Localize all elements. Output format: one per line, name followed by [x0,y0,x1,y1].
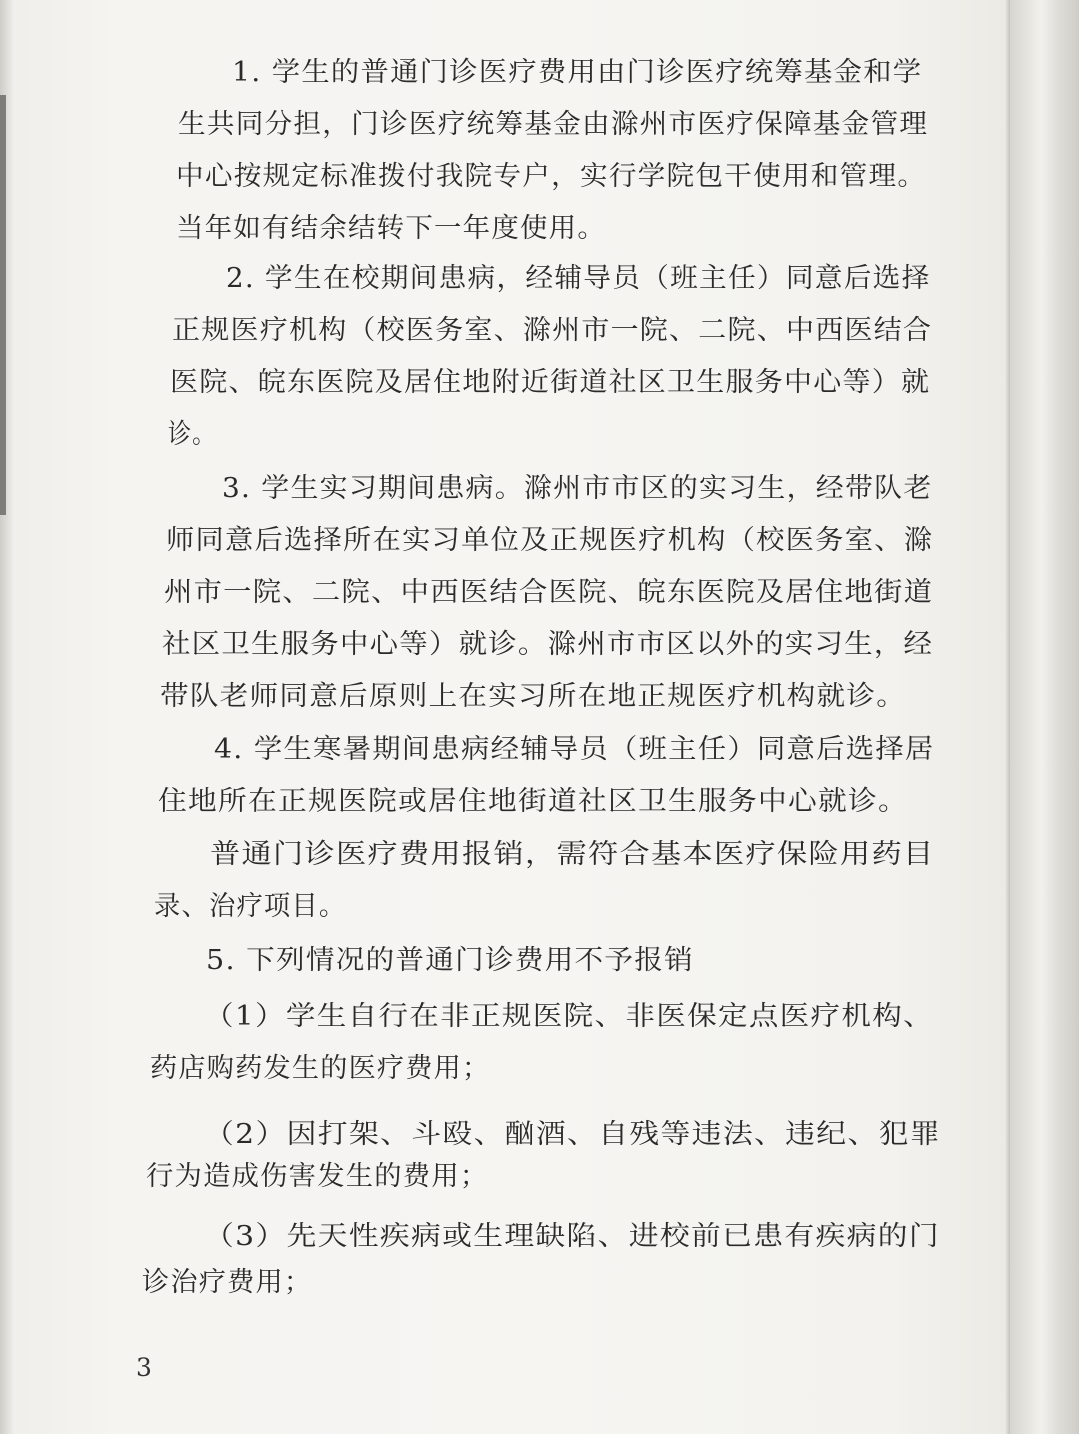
scan-edge-mark [0,95,6,515]
paragraph-6-heading: 5. 下列情况的普通门诊费用不予报销 [206,945,694,976]
list-item-2-line-2: 行为造成伤害发生的费用； [146,1161,489,1192]
paragraph-5-line-1: 普通门诊医疗费用报销，需符合基本医疗保险用药目 [210,839,935,870]
list-item-1-line-1: （1）学生自行在非正规医院、非医保定点医疗机构、 [204,1001,935,1032]
paragraph-2-line-2: 正规医疗机构（校医务室、滁州市一院、二院、中西医结合 [172,315,933,346]
list-item-2-line-1: （2）因打架、斗殴、酗酒、自残等违法、违纪、犯罪 [204,1119,941,1150]
paragraph-4-line-2: 住地所在正规医院或居住地街道社区卫生服务中心就诊。 [158,786,908,817]
list-item-1-line-2: 药店购药发生的医疗费用； [150,1053,491,1084]
paragraph-2-line-4: 诊。 [168,419,217,450]
paragraph-1-line-1: 1. 学生的普通门诊医疗费用由门诊医疗统筹基金和学 [232,57,923,88]
book-gutter [1010,0,1079,1434]
paragraph-3-line-4: 社区卫生服务中心等）就诊。滁州市市区以外的实习生，经 [162,629,934,660]
list-item-3-line-1: （3）先天性疾病或生理缺陷、进校前已患有疾病的门 [204,1221,940,1252]
page-number: 3 [136,1353,152,1382]
paragraph-1-line-3: 中心按规定标准拨付我院专户，实行学院包干使用和管理。 [176,161,927,192]
paragraph-2-line-1: 2. 学生在校期间患病，经辅导员（班主任）同意后选择 [226,263,931,294]
paragraph-1-line-4: 当年如有结余结转下一年度使用。 [176,213,606,244]
paragraph-5-line-2: 录、治疗项目。 [154,891,347,922]
paragraph-3-line-3: 州市一院、二院、中西医结合医院、皖东医院及居住地街道 [164,577,934,608]
paragraph-3-line-2: 师同意后选择所在实习单位及正规医疗机构（校医务室、滁 [166,525,934,556]
paragraph-4-line-1: 4. 学生寒暑期间患病经辅导员（班主任）同意后选择居 [214,734,935,765]
paragraph-1-line-2: 生共同分担，门诊医疗统筹基金由滁州市医疗保障基金管理 [178,109,929,140]
paragraph-3-line-5: 带队老师同意后原则上在实习所在地正规医疗机构就诊。 [160,681,907,712]
list-item-3-line-2: 诊治疗费用； [142,1267,313,1298]
paragraph-2-line-3: 医院、皖东医院及居住地附近街道社区卫生服务中心等）就 [170,367,931,398]
paragraph-3-line-1: 3. 学生实习期间患病。滁州市市区的实习生，经带队老 [222,473,933,504]
